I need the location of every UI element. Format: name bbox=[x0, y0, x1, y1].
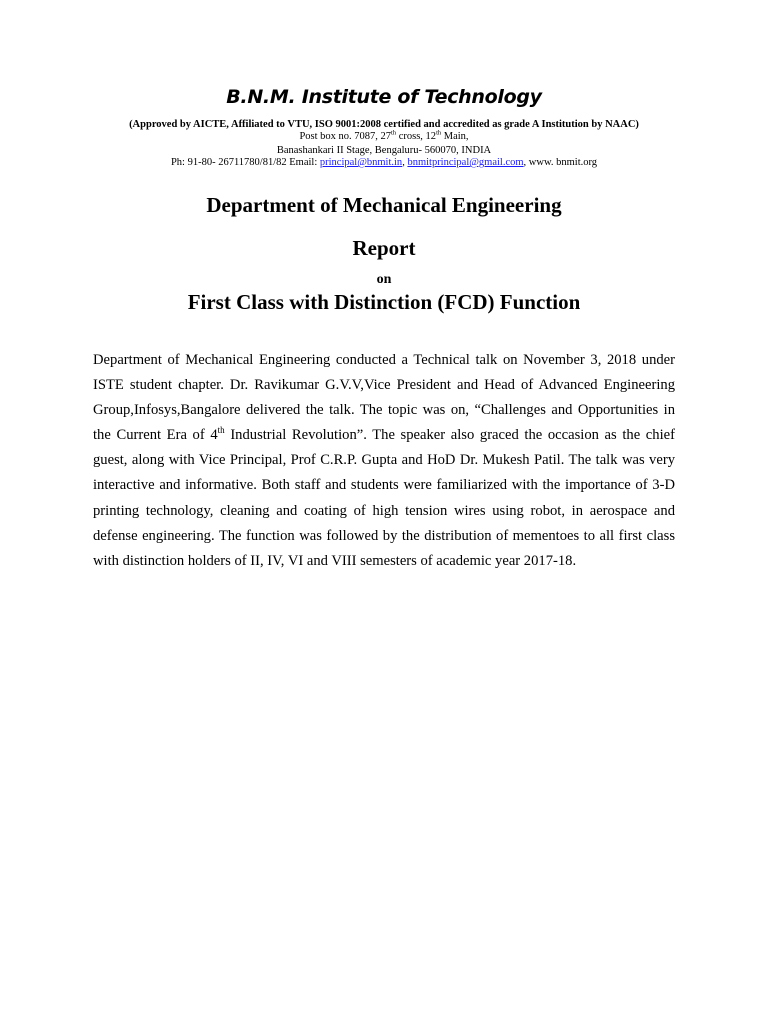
report-subject: First Class with Distinction (FCD) Function bbox=[187, 290, 581, 314]
address-line-1 bbox=[0, 131, 768, 142]
report-body-paragraph bbox=[93, 348, 675, 574]
department-title: Department of Mechanical Engineering bbox=[206, 193, 562, 217]
institute-name: B.N.M. Institute of Technology bbox=[226, 86, 542, 108]
contact-line bbox=[0, 157, 768, 168]
body-text-part-1: Department of Mechanical Engineering conducted a Technical talk on November 3, 2018 under ISTE student chapter. Dr. Ravikumar G.V.V,Vice President and Head of Advanced Engineering Group,Infosys,Bangalore delivered the talk. The topic was on, “Challenges and Opportunities in the Current Era of 4 bbox=[93, 352, 675, 444]
phone-text: Ph: 91-80- 26711780/81/82 Email: bbox=[170, 157, 320, 168]
email-link-gmail[interactable]: bnmitprincipal@gmail.com bbox=[407, 157, 524, 168]
address-superscript-2: th bbox=[436, 129, 442, 137]
body-text-part-2: Industrial Revolution”. The speaker also graced the occasion as the chief guest, along with Vice Principal, Prof C.R.P. Gupta and HoD Dr. Mukesh Patil. The talk was very interactive and informative. Both staff and students were familiarized with the importance of 3-D printing technology, cleaning and coating of high tension wires using robot, in aerospace and defense engineering. The function was followed by the distribution of mementoes to all first class with distinction holders of II, IV, VI and VIII semesters of academic year 2017-18. bbox=[93, 427, 675, 569]
address-text-b: cross, 12 bbox=[396, 131, 437, 142]
email-separator: , bbox=[402, 157, 408, 168]
address-line-2: Banashankari II Stage, Bengaluru- 560070, INDIA bbox=[276, 145, 492, 156]
email-link-principal[interactable]: principal@bnmit.in bbox=[319, 157, 403, 168]
report-heading: Report bbox=[352, 236, 416, 260]
on-label: on bbox=[376, 272, 392, 287]
website-text: , www. bnmit.org bbox=[523, 157, 598, 168]
address-text-c: Main, bbox=[441, 131, 469, 142]
body-superscript: th bbox=[217, 425, 225, 436]
address-text-a: Post box no. 7087, 27 bbox=[299, 131, 392, 142]
address-superscript-1: th bbox=[391, 129, 397, 137]
approval-statement: (Approved by AICTE, Affiliated to VTU, ISO 9001:2008 certified and accredited as grade A Institution by NAAC) bbox=[129, 119, 639, 130]
